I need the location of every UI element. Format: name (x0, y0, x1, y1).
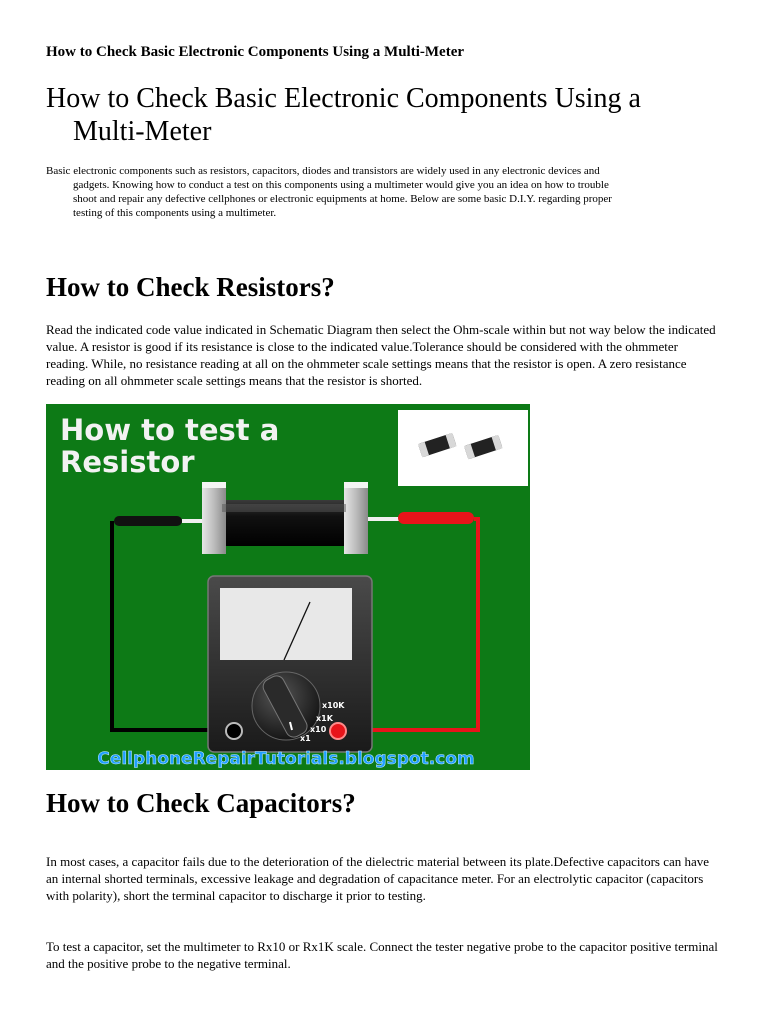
capacitors-paragraph-2: To test a capacitor, set the multimeter to Rx10 or Rx1K scale. Connect the tester negative probe to the capacitor positive terminal and the positive probe to the negative terminal. (46, 939, 718, 971)
page-title-line-1: How to Check Basic Electronic Components Using a (46, 83, 641, 114)
capacitors-paragraph-1: In most cases, a capacitor fails due to the deterioration of the dielectric material between its plate.Defective capacitors can have an internal shorted terminals, excessive leakage and degradation of capacitance meter. For an electrolytic capacitor (capacitors with polarity), short the terminal capacitor to discharge it prior to testing. (46, 854, 710, 903)
resistor-test-figure (46, 404, 530, 770)
multimeter (208, 576, 372, 752)
scale-label: x1K (316, 714, 333, 723)
black-jack (226, 723, 242, 739)
page-title (46, 82, 726, 148)
smd-resistor-inset (398, 410, 528, 486)
black-probe (114, 516, 182, 526)
scale-label: x1 (300, 734, 311, 743)
figure-watermark: CellphoneRepairTutorials.blogspot.com (97, 749, 475, 769)
document-header: How to Check Basic Electronic Components Using a Multi-Meter (46, 44, 465, 60)
intro-line: Basic electronic components such as resistors, capacitors, diodes and transistors are widely used in any electronic devices and (46, 165, 600, 177)
red-probe (398, 512, 474, 524)
page-title-line-2: Multi-Meter (73, 116, 212, 147)
scale-label: x10 (310, 725, 327, 734)
capacitors-heading: How to Check Capacitors? (46, 788, 356, 818)
red-jack (330, 723, 346, 739)
resistors-heading: How to Check Resistors? (46, 272, 335, 302)
intro-paragraph (46, 164, 716, 220)
intro-line: gadgets. Knowing how to conduct a test on this components using a multimeter would give you an idea on how to trouble (73, 179, 609, 191)
figure-title-line-1: How to test a (60, 413, 280, 447)
intro-line: testing of this components using a multimeter. (73, 207, 277, 219)
resistors-paragraph: Read the indicated code value indicated in Schematic Diagram then select the Ohm-scale within but not way below the indicated value. A resistor is good if its resistance is close to the indicated value.Tolerance should be considered with the ohmmeter reading. While, no resistance reading at all on the ohmmeter scale settings means that the resistor is open. A zero resistance reading on all ohmmeter scale settings means that the resistor is shorted. (46, 322, 716, 388)
resistor-test-illustration (46, 404, 530, 770)
figure-title-line-2: Resistor (60, 445, 195, 479)
meter-display (220, 588, 352, 660)
scale-label: x10K (322, 701, 345, 710)
intro-line: shoot and repair any defective cellphones or electronic equipments at home. Below are some basic D.I.Y. regarding proper (73, 193, 612, 205)
